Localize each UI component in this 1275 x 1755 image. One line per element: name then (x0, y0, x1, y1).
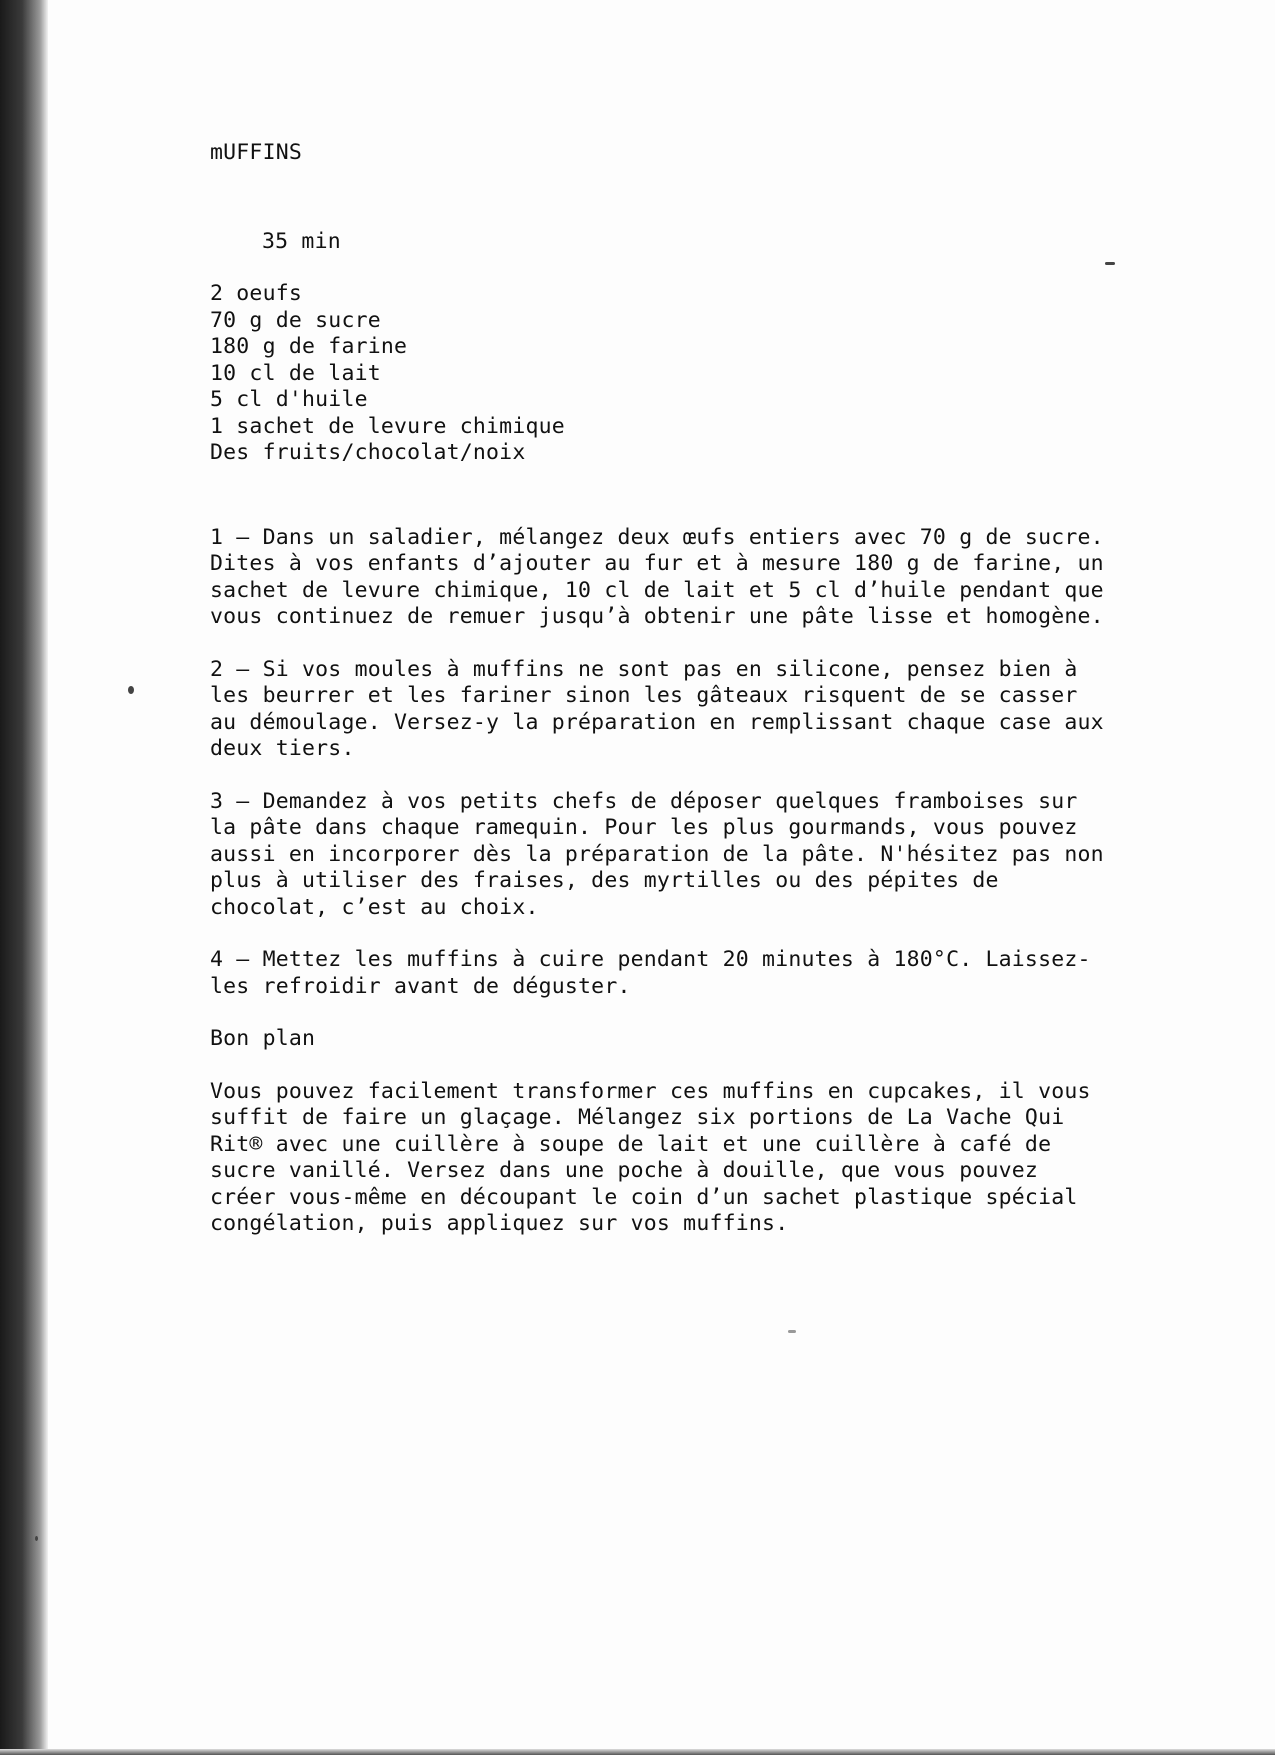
tip-heading: Bon plan (210, 1026, 316, 1051)
tip-paragraph: Vous pouvez facilement transformer ces muffins en cupcakes, il vous suffit de faire un glaçage. Mélangez six portions de La Vache Qui Rit® avec une cuillère à soupe de lait et une cuillère à café de sucre vanillé. Versez dans une poche à douille, que vous pouvez créer vous-même en découpant le coin d’un sachet plastique spécial congélation, puis appliquez sur vos muffins. (210, 1078, 1091, 1236)
ingredient-item: Des fruits/chocolat/noix (210, 440, 526, 465)
scan-speck (788, 1330, 796, 1333)
step-4: 4 – Mettez les muffins à cuire pendant 20 minutes à 180°C. Laissez- les refroidir avant de déguster. (210, 947, 1091, 999)
ingredient-item: 10 cl de lait (210, 360, 381, 386)
scan-left-edge (0, 0, 48, 1755)
step-2: 2 – Si vos moules à muffins ne sont pas en silicone, pensez bien à les beurrer et les fariner sinon les gâteaux risquent de se casser au démoulage. Versez-y la préparation en remplissant chaque case aux deux tiers. (210, 656, 1104, 761)
step-1: 1 – Dans un saladier, mélangez deux œufs entiers avec 70 g de sucre. Dites à vos enfants d’ajouter au fur et à mesure 180 g de farine, un sachet de levure chimique, 10 cl de lait et 5 cl d’huile pendant que vous continuez de remuer jusqu’à obtenir une pâte lisse et homogène. (210, 524, 1104, 629)
step-3: 3 – Demandez à vos petits chefs de déposer quelques framboises sur la pâte dans chaque ramequin. Pour les plus gourmands, vous pouvez aussi en incorporer dès la préparation de la pâte. N'hésitez pas non plus à utiliser des fraises, des myrtilles ou des pépites de chocolat, c’est au choix. (210, 788, 1104, 920)
scan-speck (35, 1536, 38, 1541)
ingredient-item: 2 oeufs (210, 281, 303, 306)
ingredient-item: 5 cl d'huile (210, 387, 368, 412)
ingredient-item: 1 sachet de levure chimique (210, 413, 565, 439)
ingredient-list (210, 281, 1210, 467)
ingredient-item: 180 g de farine (210, 334, 408, 359)
recipe-document (210, 140, 1210, 1238)
preparation-time: 35 min (262, 228, 341, 254)
scan-speck (128, 686, 134, 694)
scan-bottom-edge (0, 1749, 1275, 1755)
ingredient-item: 70 g de sucre (210, 307, 381, 333)
recipe-title: mUFFINS (210, 140, 303, 165)
